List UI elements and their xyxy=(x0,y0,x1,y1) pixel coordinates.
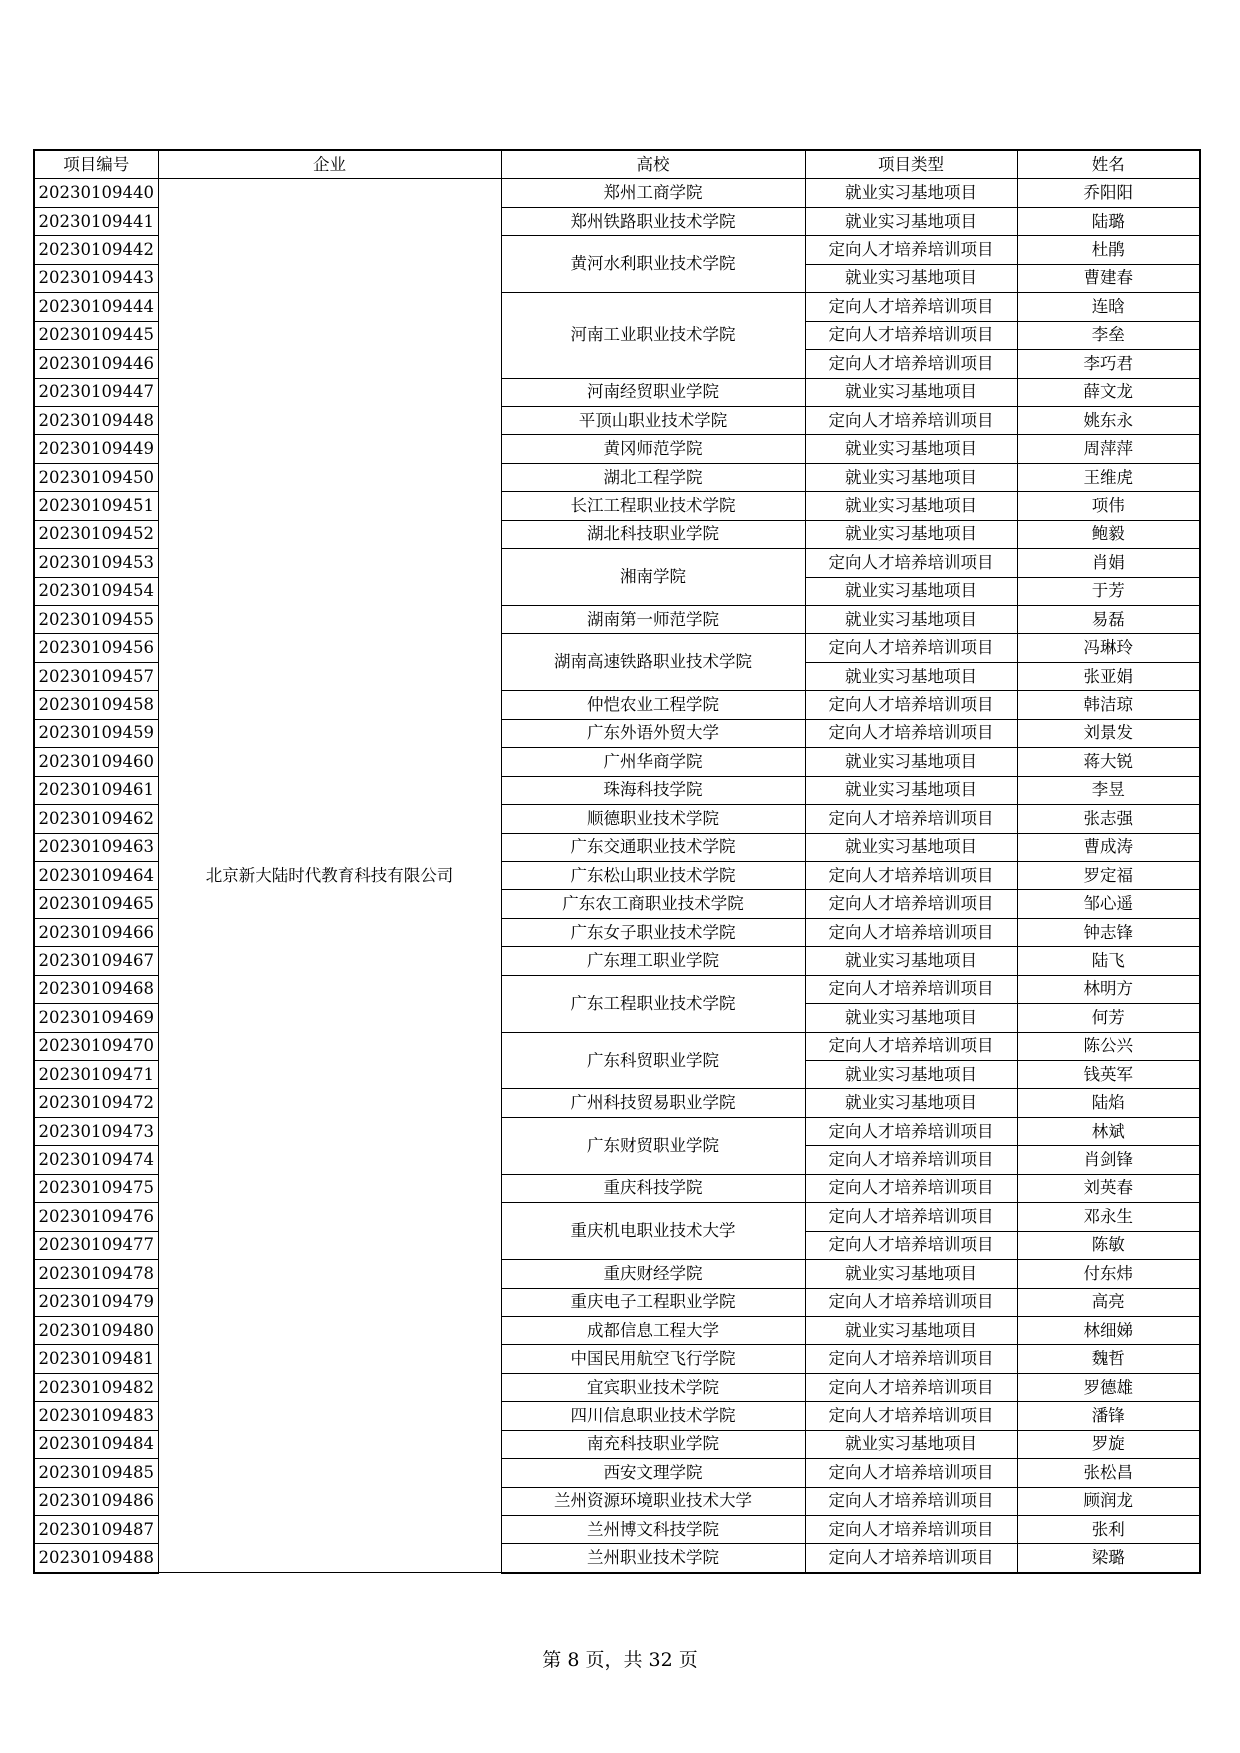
cell-name: 陈公兴 xyxy=(1017,1032,1200,1060)
cell-school: 河南经贸职业学院 xyxy=(501,378,805,406)
cell-project-id: 20230109449 xyxy=(34,435,158,463)
cell-school: 广东工程职业技术学院 xyxy=(501,975,805,1032)
cell-school: 湘南学院 xyxy=(501,549,805,606)
cell-project-type: 定向人才培养培训项目 xyxy=(805,406,1017,434)
cell-name: 冯琳玲 xyxy=(1017,634,1200,662)
cell-project-type: 就业实习基地项目 xyxy=(805,662,1017,690)
cell-project-type: 就业实习基地项目 xyxy=(805,1089,1017,1117)
cell-project-id: 20230109456 xyxy=(34,634,158,662)
cell-name: 魏哲 xyxy=(1017,1345,1200,1373)
cell-name: 李垒 xyxy=(1017,321,1200,349)
cell-name: 王维虎 xyxy=(1017,463,1200,491)
cell-project-type: 就业实习基地项目 xyxy=(805,1430,1017,1458)
cell-project-id: 20230109466 xyxy=(34,918,158,946)
cell-project-type: 定向人才培养培训项目 xyxy=(805,918,1017,946)
cell-name: 顾润龙 xyxy=(1017,1487,1200,1515)
cell-project-type: 定向人才培养培训项目 xyxy=(805,321,1017,349)
cell-project-id: 20230109485 xyxy=(34,1459,158,1487)
cell-project-id: 20230109458 xyxy=(34,691,158,719)
cell-name: 李昱 xyxy=(1017,776,1200,804)
cell-name: 罗定福 xyxy=(1017,861,1200,889)
cell-name: 陈敏 xyxy=(1017,1231,1200,1259)
cell-name: 周萍萍 xyxy=(1017,435,1200,463)
cell-project-id: 20230109452 xyxy=(34,520,158,548)
cell-school: 四川信息职业技术学院 xyxy=(501,1402,805,1430)
cell-project-id: 20230109469 xyxy=(34,1004,158,1032)
cell-school: 宜宾职业技术学院 xyxy=(501,1373,805,1401)
cell-project-id: 20230109473 xyxy=(34,1117,158,1145)
cell-school: 河南工业职业技术学院 xyxy=(501,293,805,378)
cell-school: 中国民用航空飞行学院 xyxy=(501,1345,805,1373)
cell-project-type: 就业实习基地项目 xyxy=(805,1260,1017,1288)
cell-school: 兰州资源环境职业技术大学 xyxy=(501,1487,805,1515)
cell-name: 陆飞 xyxy=(1017,947,1200,975)
cell-name: 鲍毅 xyxy=(1017,520,1200,548)
project-table xyxy=(33,149,1201,1574)
cell-project-id: 20230109487 xyxy=(34,1516,158,1544)
cell-name: 项伟 xyxy=(1017,492,1200,520)
cell-project-type: 定向人才培养培训项目 xyxy=(805,1174,1017,1202)
cell-school: 仲恺农业工程学院 xyxy=(501,691,805,719)
cell-name: 潘锋 xyxy=(1017,1402,1200,1430)
cell-school: 郑州工商学院 xyxy=(501,179,805,207)
header-project-type: 项目类型 xyxy=(805,150,1017,179)
cell-school: 广东财贸职业学院 xyxy=(501,1117,805,1174)
cell-school: 广东农工商职业技术学院 xyxy=(501,890,805,918)
cell-school: 重庆机电职业技术大学 xyxy=(501,1203,805,1260)
cell-school: 长江工程职业技术学院 xyxy=(501,492,805,520)
cell-project-id: 20230109479 xyxy=(34,1288,158,1316)
cell-project-type: 就业实习基地项目 xyxy=(805,947,1017,975)
cell-school: 兰州博文科技学院 xyxy=(501,1516,805,1544)
cell-school: 重庆电子工程职业学院 xyxy=(501,1288,805,1316)
cell-project-type: 定向人才培养培训项目 xyxy=(805,805,1017,833)
cell-name: 付东炜 xyxy=(1017,1260,1200,1288)
cell-project-id: 20230109477 xyxy=(34,1231,158,1259)
cell-project-id: 20230109442 xyxy=(34,236,158,264)
cell-name: 蒋大锐 xyxy=(1017,748,1200,776)
cell-school: 广州华商学院 xyxy=(501,748,805,776)
cell-project-type: 就业实习基地项目 xyxy=(805,1061,1017,1089)
cell-school: 南充科技职业学院 xyxy=(501,1430,805,1458)
cell-name: 何芳 xyxy=(1017,1004,1200,1032)
table-row xyxy=(34,179,1200,207)
cell-project-type: 定向人才培养培训项目 xyxy=(805,1231,1017,1259)
cell-project-id: 20230109486 xyxy=(34,1487,158,1515)
cell-project-type: 就业实习基地项目 xyxy=(805,264,1017,292)
cell-name: 易磊 xyxy=(1017,606,1200,634)
table-header-row xyxy=(34,150,1200,179)
cell-school: 黄冈师范学院 xyxy=(501,435,805,463)
cell-name: 韩洁琼 xyxy=(1017,691,1200,719)
header-company: 企业 xyxy=(158,150,501,179)
cell-project-id: 20230109460 xyxy=(34,748,158,776)
cell-project-id: 20230109481 xyxy=(34,1345,158,1373)
cell-project-type: 就业实习基地项目 xyxy=(805,1316,1017,1344)
cell-school: 湖南第一师范学院 xyxy=(501,606,805,634)
cell-project-type: 定向人才培养培训项目 xyxy=(805,1516,1017,1544)
cell-school: 成都信息工程大学 xyxy=(501,1316,805,1344)
cell-name: 林明方 xyxy=(1017,975,1200,1003)
cell-project-id: 20230109478 xyxy=(34,1260,158,1288)
cell-project-type: 定向人才培养培训项目 xyxy=(805,1288,1017,1316)
cell-name: 陆焰 xyxy=(1017,1089,1200,1117)
cell-project-id: 20230109454 xyxy=(34,577,158,605)
cell-name: 邓永生 xyxy=(1017,1203,1200,1231)
cell-school: 广东理工职业学院 xyxy=(501,947,805,975)
cell-project-type: 就业实习基地项目 xyxy=(805,207,1017,235)
cell-name: 姚东永 xyxy=(1017,406,1200,434)
cell-project-id: 20230109457 xyxy=(34,662,158,690)
cell-project-type: 就业实习基地项目 xyxy=(805,492,1017,520)
cell-name: 曹成涛 xyxy=(1017,833,1200,861)
cell-name: 刘英春 xyxy=(1017,1174,1200,1202)
cell-project-id: 20230109448 xyxy=(34,406,158,434)
cell-project-id: 20230109483 xyxy=(34,1402,158,1430)
cell-project-type: 就业实习基地项目 xyxy=(805,776,1017,804)
cell-project-id: 20230109470 xyxy=(34,1032,158,1060)
cell-project-id: 20230109455 xyxy=(34,606,158,634)
cell-project-type: 就业实习基地项目 xyxy=(805,179,1017,207)
cell-school: 顺德职业技术学院 xyxy=(501,805,805,833)
cell-project-id: 20230109461 xyxy=(34,776,158,804)
cell-name: 刘景发 xyxy=(1017,719,1200,747)
cell-school: 黄河水利职业技术学院 xyxy=(501,236,805,293)
cell-project-type: 就业实习基地项目 xyxy=(805,435,1017,463)
cell-project-id: 20230109446 xyxy=(34,350,158,378)
cell-project-id: 20230109464 xyxy=(34,861,158,889)
cell-project-id: 20230109450 xyxy=(34,463,158,491)
cell-school: 广东女子职业技术学院 xyxy=(501,918,805,946)
cell-school: 重庆科技学院 xyxy=(501,1174,805,1202)
cell-project-type: 定向人才培养培训项目 xyxy=(805,1117,1017,1145)
cell-name: 钱英军 xyxy=(1017,1061,1200,1089)
cell-project-type: 定向人才培养培训项目 xyxy=(805,861,1017,889)
cell-school: 广东松山职业技术学院 xyxy=(501,861,805,889)
cell-school: 广东科贸职业学院 xyxy=(501,1032,805,1089)
cell-project-id: 20230109474 xyxy=(34,1146,158,1174)
cell-project-id: 20230109465 xyxy=(34,890,158,918)
cell-project-type: 定向人才培养培训项目 xyxy=(805,1203,1017,1231)
cell-name: 林细娣 xyxy=(1017,1316,1200,1344)
cell-school: 兰州职业技术学院 xyxy=(501,1544,805,1573)
cell-project-id: 20230109484 xyxy=(34,1430,158,1458)
cell-project-id: 20230109482 xyxy=(34,1373,158,1401)
cell-project-id: 20230109462 xyxy=(34,805,158,833)
cell-school: 湖北科技职业学院 xyxy=(501,520,805,548)
cell-name: 张利 xyxy=(1017,1516,1200,1544)
cell-project-type: 定向人才培养培训项目 xyxy=(805,1544,1017,1573)
cell-school: 珠海科技学院 xyxy=(501,776,805,804)
cell-project-type: 定向人才培养培训项目 xyxy=(805,350,1017,378)
cell-project-type: 定向人才培养培训项目 xyxy=(805,691,1017,719)
cell-project-id: 20230109472 xyxy=(34,1089,158,1117)
cell-name: 杜鹃 xyxy=(1017,236,1200,264)
header-project-id: 项目编号 xyxy=(34,150,158,179)
cell-school: 广州科技贸易职业学院 xyxy=(501,1089,805,1117)
cell-project-type: 定向人才培养培训项目 xyxy=(805,890,1017,918)
cell-school: 湖北工程学院 xyxy=(501,463,805,491)
cell-name: 邹心遥 xyxy=(1017,890,1200,918)
cell-project-id: 20230109471 xyxy=(34,1061,158,1089)
cell-project-id: 20230109488 xyxy=(34,1544,158,1573)
cell-project-id: 20230109467 xyxy=(34,947,158,975)
cell-school: 广东外语外贸大学 xyxy=(501,719,805,747)
cell-project-id: 20230109441 xyxy=(34,207,158,235)
cell-project-id: 20230109459 xyxy=(34,719,158,747)
cell-project-type: 定向人才培养培训项目 xyxy=(805,1032,1017,1060)
cell-project-type: 就业实习基地项目 xyxy=(805,577,1017,605)
cell-project-id: 20230109480 xyxy=(34,1316,158,1344)
cell-project-id: 20230109475 xyxy=(34,1174,158,1202)
page-footer: 第 8 页，共 32 页 xyxy=(542,1649,698,1671)
cell-project-id: 20230109443 xyxy=(34,264,158,292)
cell-project-type: 定向人才培养培训项目 xyxy=(805,549,1017,577)
cell-school: 西安文理学院 xyxy=(501,1459,805,1487)
cell-company: 北京新大陆时代教育科技有限公司 xyxy=(158,179,501,1573)
cell-name: 肖剑锋 xyxy=(1017,1146,1200,1174)
cell-project-type: 定向人才培养培训项目 xyxy=(805,1146,1017,1174)
cell-name: 张松昌 xyxy=(1017,1459,1200,1487)
cell-project-type: 就业实习基地项目 xyxy=(805,1004,1017,1032)
cell-school: 郑州铁路职业技术学院 xyxy=(501,207,805,235)
cell-project-type: 定向人才培养培训项目 xyxy=(805,236,1017,264)
cell-project-type: 就业实习基地项目 xyxy=(805,748,1017,776)
cell-school: 广东交通职业技术学院 xyxy=(501,833,805,861)
cell-name: 李巧君 xyxy=(1017,350,1200,378)
cell-project-id: 20230109445 xyxy=(34,321,158,349)
cell-school: 湖南高速铁路职业技术学院 xyxy=(501,634,805,691)
project-table-container xyxy=(33,149,1201,1574)
cell-name: 张亚娟 xyxy=(1017,662,1200,690)
cell-name: 肖娟 xyxy=(1017,549,1200,577)
cell-project-id: 20230109463 xyxy=(34,833,158,861)
cell-project-type: 就业实习基地项目 xyxy=(805,463,1017,491)
cell-project-id: 20230109447 xyxy=(34,378,158,406)
cell-name: 梁璐 xyxy=(1017,1544,1200,1573)
cell-name: 曹建春 xyxy=(1017,264,1200,292)
cell-project-type: 就业实习基地项目 xyxy=(805,520,1017,548)
cell-project-type: 定向人才培养培训项目 xyxy=(805,634,1017,662)
cell-project-type: 定向人才培养培训项目 xyxy=(805,1373,1017,1401)
cell-name: 罗德雄 xyxy=(1017,1373,1200,1401)
header-name: 姓名 xyxy=(1017,150,1200,179)
cell-name: 乔阳阳 xyxy=(1017,179,1200,207)
cell-name: 罗旋 xyxy=(1017,1430,1200,1458)
table-body xyxy=(34,179,1200,1573)
cell-name: 钟志锋 xyxy=(1017,918,1200,946)
cell-project-type: 定向人才培养培训项目 xyxy=(805,293,1017,321)
cell-project-type: 就业实习基地项目 xyxy=(805,378,1017,406)
cell-name: 于芳 xyxy=(1017,577,1200,605)
cell-project-type: 定向人才培养培训项目 xyxy=(805,975,1017,1003)
cell-project-id: 20230109440 xyxy=(34,179,158,207)
cell-project-type: 定向人才培养培训项目 xyxy=(805,1402,1017,1430)
cell-project-type: 定向人才培养培训项目 xyxy=(805,1487,1017,1515)
cell-project-id: 20230109453 xyxy=(34,549,158,577)
cell-project-type: 定向人才培养培训项目 xyxy=(805,1459,1017,1487)
cell-school: 平顶山职业技术学院 xyxy=(501,406,805,434)
cell-project-type: 定向人才培养培训项目 xyxy=(805,719,1017,747)
cell-name: 张志强 xyxy=(1017,805,1200,833)
cell-name: 连晗 xyxy=(1017,293,1200,321)
cell-project-id: 20230109451 xyxy=(34,492,158,520)
header-school: 高校 xyxy=(501,150,805,179)
cell-name: 高亮 xyxy=(1017,1288,1200,1316)
cell-project-type: 就业实习基地项目 xyxy=(805,606,1017,634)
cell-project-type: 定向人才培养培训项目 xyxy=(805,1345,1017,1373)
cell-name: 薛文龙 xyxy=(1017,378,1200,406)
cell-project-id: 20230109476 xyxy=(34,1203,158,1231)
cell-school: 重庆财经学院 xyxy=(501,1260,805,1288)
cell-name: 陆璐 xyxy=(1017,207,1200,235)
cell-project-type: 就业实习基地项目 xyxy=(805,833,1017,861)
cell-project-id: 20230109468 xyxy=(34,975,158,1003)
cell-project-id: 20230109444 xyxy=(34,293,158,321)
cell-name: 林斌 xyxy=(1017,1117,1200,1145)
